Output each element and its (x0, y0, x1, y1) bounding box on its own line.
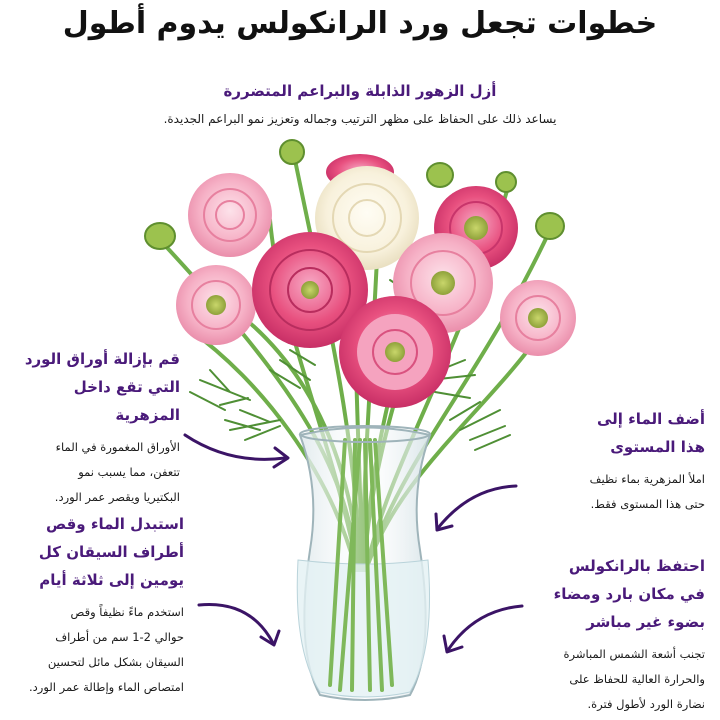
page-title: خطوات تجعل ورد الرانكولس يدوم أطول (62, 6, 658, 41)
heading-line: أطراف السيقان كل (38, 543, 184, 561)
tip-body: يساعد ذلك على الحفاظ على مظهر الترتيب وجماله وتعزيز نمو البراعم الجديدة. (163, 112, 557, 126)
heading-line: استبدل الماء وقص (45, 515, 184, 533)
body-line: والحرارة العالية للحفاظ على (569, 672, 705, 686)
heading-line: أضف الماء إلى (596, 410, 705, 428)
tip-body (20, 435, 180, 510)
tip-body (535, 642, 705, 717)
curved-arrow-icon (440, 598, 525, 658)
body-line: امتصاص الماء وإطالة عمر الورد. (29, 680, 184, 694)
heading-line: في مكان بارد ومضاء (553, 585, 705, 603)
curved-arrow-icon (180, 420, 300, 480)
tip-heading (560, 405, 705, 461)
tip-cool-place (535, 552, 705, 717)
heading-line: يومين إلى ثلاثة أيام (39, 571, 184, 589)
body-line: تتعفن، مما يسبب نمو (78, 465, 180, 479)
heading-line: احتفظ بالرانكولس (568, 557, 705, 575)
tip-change-water (14, 510, 184, 700)
tip-water-level (560, 405, 705, 517)
tip-remove-leaves (20, 345, 180, 510)
body-line: الأوراق المغمورة في الماء (55, 440, 180, 454)
body-line: استخدم ماءً نظيفاً وقص (70, 605, 184, 619)
tip-heading (14, 510, 184, 594)
body-line: نضارة الورد لأطول فترة. (587, 697, 705, 711)
heading-line: بضوء غير مباشر (586, 613, 705, 631)
body-line: حتى هذا المستوى فقط. (590, 497, 705, 511)
curved-arrow-icon (430, 478, 520, 538)
heading-line: قم بإزالة أوراق الورد (24, 350, 180, 368)
curved-arrow-icon (195, 595, 290, 655)
body-line: السيقان بشكل مائل لتحسين (47, 655, 184, 669)
tip-body (14, 600, 184, 700)
tip-body (560, 467, 705, 517)
glass-vase (297, 426, 430, 700)
tip-heading (20, 345, 180, 429)
body-line: تجنب أشعة الشمس المباشرة (563, 647, 705, 661)
tip-heading (535, 552, 705, 636)
tip-heading: أزل الزهور الذابلة والبراعم المتضررة (223, 82, 497, 100)
body-line: املأ المزهرية بماء نظيف (589, 472, 705, 486)
body-line: البكتيريا ويقصر عمر الورد. (54, 490, 180, 504)
tip-remove-wilted (0, 82, 720, 126)
body-line: حوالي 2-1 سم من أطراف (55, 630, 184, 644)
heading-line: التي تقع داخل المزهرية (73, 378, 180, 424)
heading-line: هذا المستوى (610, 438, 705, 456)
